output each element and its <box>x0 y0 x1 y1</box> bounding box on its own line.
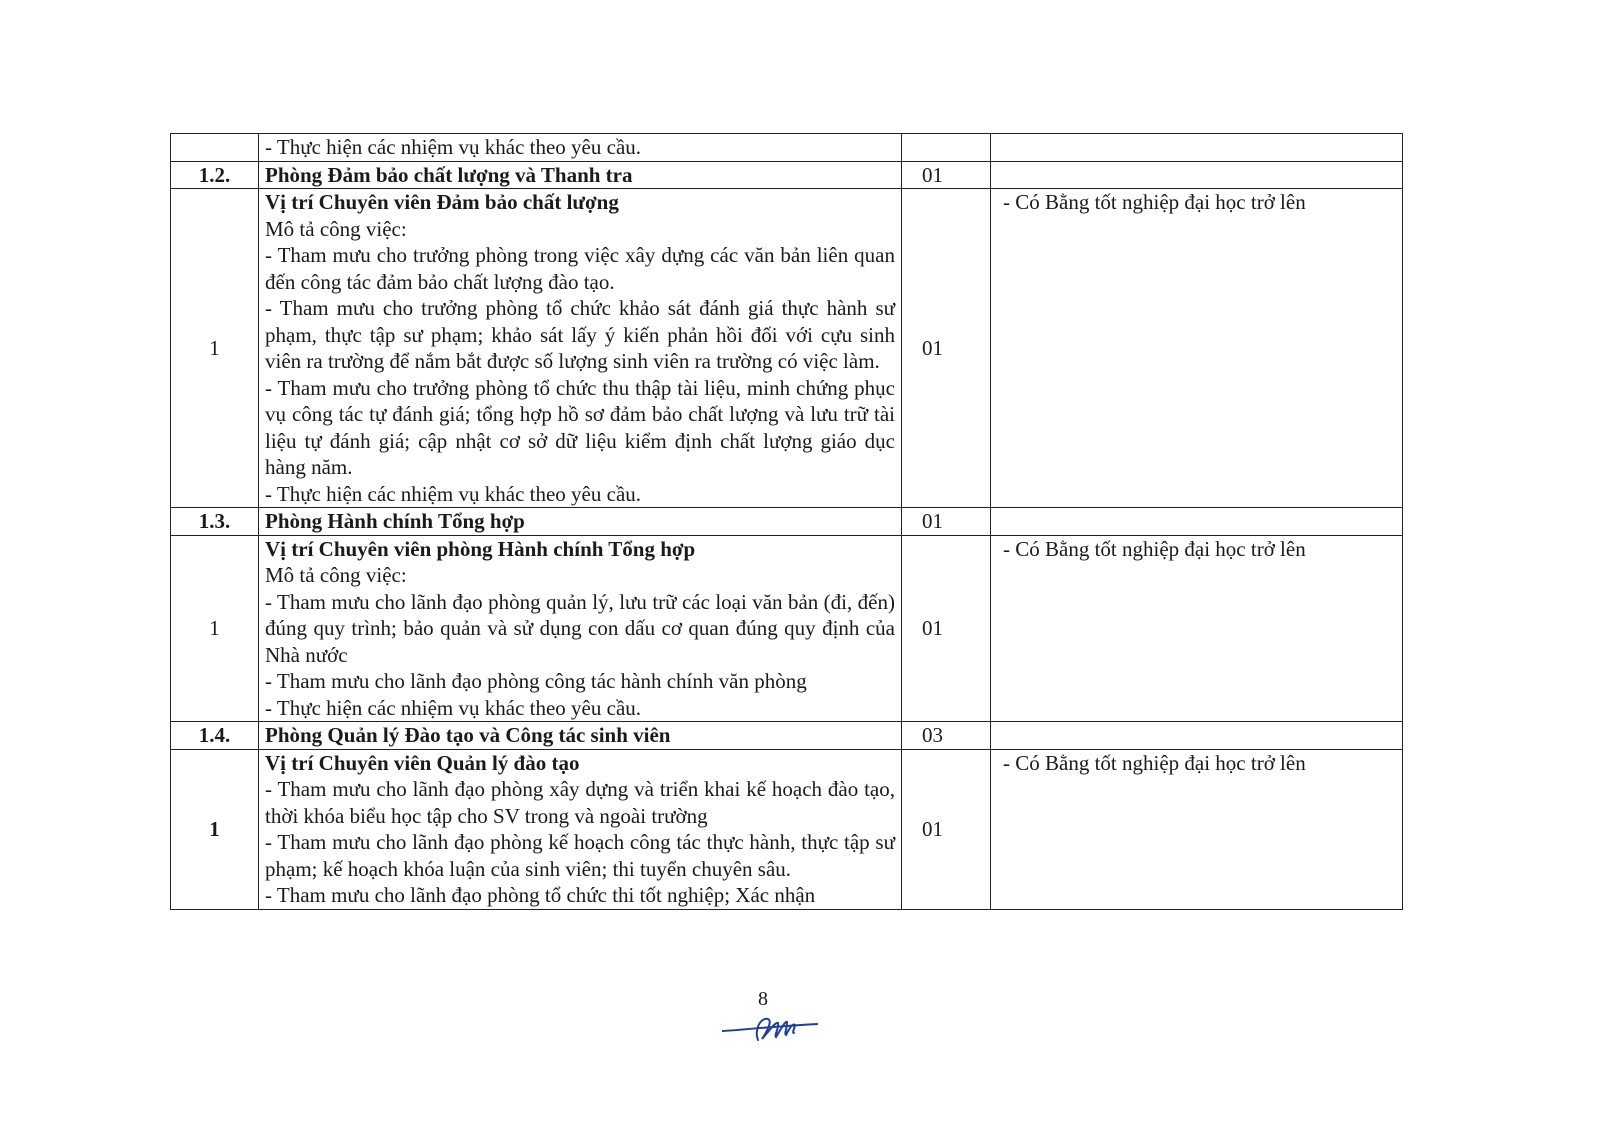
table-row <box>171 535 1403 722</box>
position-title: Vị trí Chuyên viên phòng Hành chính Tổng hợp <box>265 536 696 561</box>
section-number: 1.3. <box>171 508 259 536</box>
requirement-cell <box>991 161 1403 189</box>
row-number <box>171 134 259 162</box>
requirement-cell <box>991 722 1403 750</box>
requirement-cell <box>991 134 1403 162</box>
quantity-cell: 03 <box>902 722 991 750</box>
task-line: - Tham mưu cho trưởng phòng trong việc xây dựng các văn bản liên quan đến công tác đảm bảo chất lượng đào tạo. <box>265 243 895 294</box>
task-line: - Tham mưu cho trưởng phòng tổ chức thu thập tài liệu, minh chứng phục vụ công tác tự đánh giá; tổng hợp hồ sơ đảm bảo chất lượng và lưu trữ tài liệu tự đánh giá; cập nhật cơ sở dữ liệu kiểm định chất lượng giáo dục hàng năm. <box>265 375 895 479</box>
task-line: Mô tả công việc: <box>265 216 407 241</box>
signature-mark <box>718 1005 823 1047</box>
requirement-cell: - Có Bằng tốt nghiệp đại học trở lên <box>991 535 1403 722</box>
quantity-cell: 01 <box>902 508 991 536</box>
task-line: - Tham mưu cho trưởng phòng tổ chức khảo sát đánh giá thực hành sư phạm, thực tập sư phạm; khảo sát lấy ý kiến phản hồi đối với cựu sinh viên ra trường để nắm bắt được số lượng sinh viên ra trường có việc làm. <box>265 296 895 373</box>
quantity-cell: 01 <box>902 161 991 189</box>
position-title: Vị trí Chuyên viên Quản lý đào tạo <box>265 750 580 775</box>
quantity-cell: 01 <box>902 749 991 909</box>
section-number: 1.2. <box>171 161 259 189</box>
row-number: 1 <box>171 749 259 909</box>
recruitment-table <box>170 133 1403 910</box>
task-line: - Tham mưu cho lãnh đạo phòng kế hoạch công tác thực hành, thực tập sư phạm; kế hoạch khóa luận của sinh viên; thi tuyển chuyên sâu. <box>265 830 895 881</box>
section-row <box>171 722 1403 750</box>
task-line: - Tham mưu cho lãnh đạo phòng công tác hành chính văn phòng <box>265 669 807 693</box>
section-title: Phòng Đảm bảo chất lượng và Thanh tra <box>259 161 902 189</box>
quantity-cell <box>902 134 991 162</box>
table-row <box>171 134 1403 162</box>
section-number: 1.4. <box>171 722 259 750</box>
section-title: Phòng Hành chính Tổng hợp <box>259 508 902 536</box>
section-title: Phòng Quản lý Đào tạo và Công tác sinh viên <box>259 722 902 750</box>
table-row <box>171 749 1403 909</box>
task-line: - Tham mưu cho lãnh đạo phòng quản lý, lưu trữ các loại văn bản (đi, đến) đúng quy trình; bảo quản và sử dụng con dấu cơ quan đúng quy định của Nhà nước <box>265 589 895 667</box>
requirement-cell <box>991 508 1403 536</box>
requirement-cell: - Có Bằng tốt nghiệp đại học trở lên <box>991 749 1403 909</box>
task-line: - Thực hiện các nhiệm vụ khác theo yêu cầu. <box>265 135 642 159</box>
position-title: Vị trí Chuyên viên Đảm bảo chất lượng <box>265 190 619 214</box>
row-number: 1 <box>171 535 259 722</box>
requirement-cell: - Có Bằng tốt nghiệp đại học trở lên <box>991 189 1403 508</box>
task-line: - Tham mưu cho lãnh đạo phòng tổ chức thi tốt nghiệp; Xác nhận <box>265 883 816 907</box>
section-row <box>171 508 1403 536</box>
page-number: 8 <box>758 988 768 1010</box>
task-line: - Tham mưu cho lãnh đạo phòng xây dựng và triển khai kế hoạch đào tạo, thời khóa biểu học tập cho SV trong và ngoài trường <box>265 777 895 828</box>
row-number: 1 <box>171 189 259 508</box>
quantity-cell: 01 <box>902 535 991 722</box>
table-row <box>171 189 1403 508</box>
section-row <box>171 161 1403 189</box>
task-line: - Thực hiện các nhiệm vụ khác theo yêu cầu. <box>265 481 642 506</box>
task-line: Mô tả công việc: <box>265 563 407 587</box>
quantity-cell: 01 <box>902 189 991 508</box>
task-line: - Thực hiện các nhiệm vụ khác theo yêu cầu. <box>265 695 642 720</box>
